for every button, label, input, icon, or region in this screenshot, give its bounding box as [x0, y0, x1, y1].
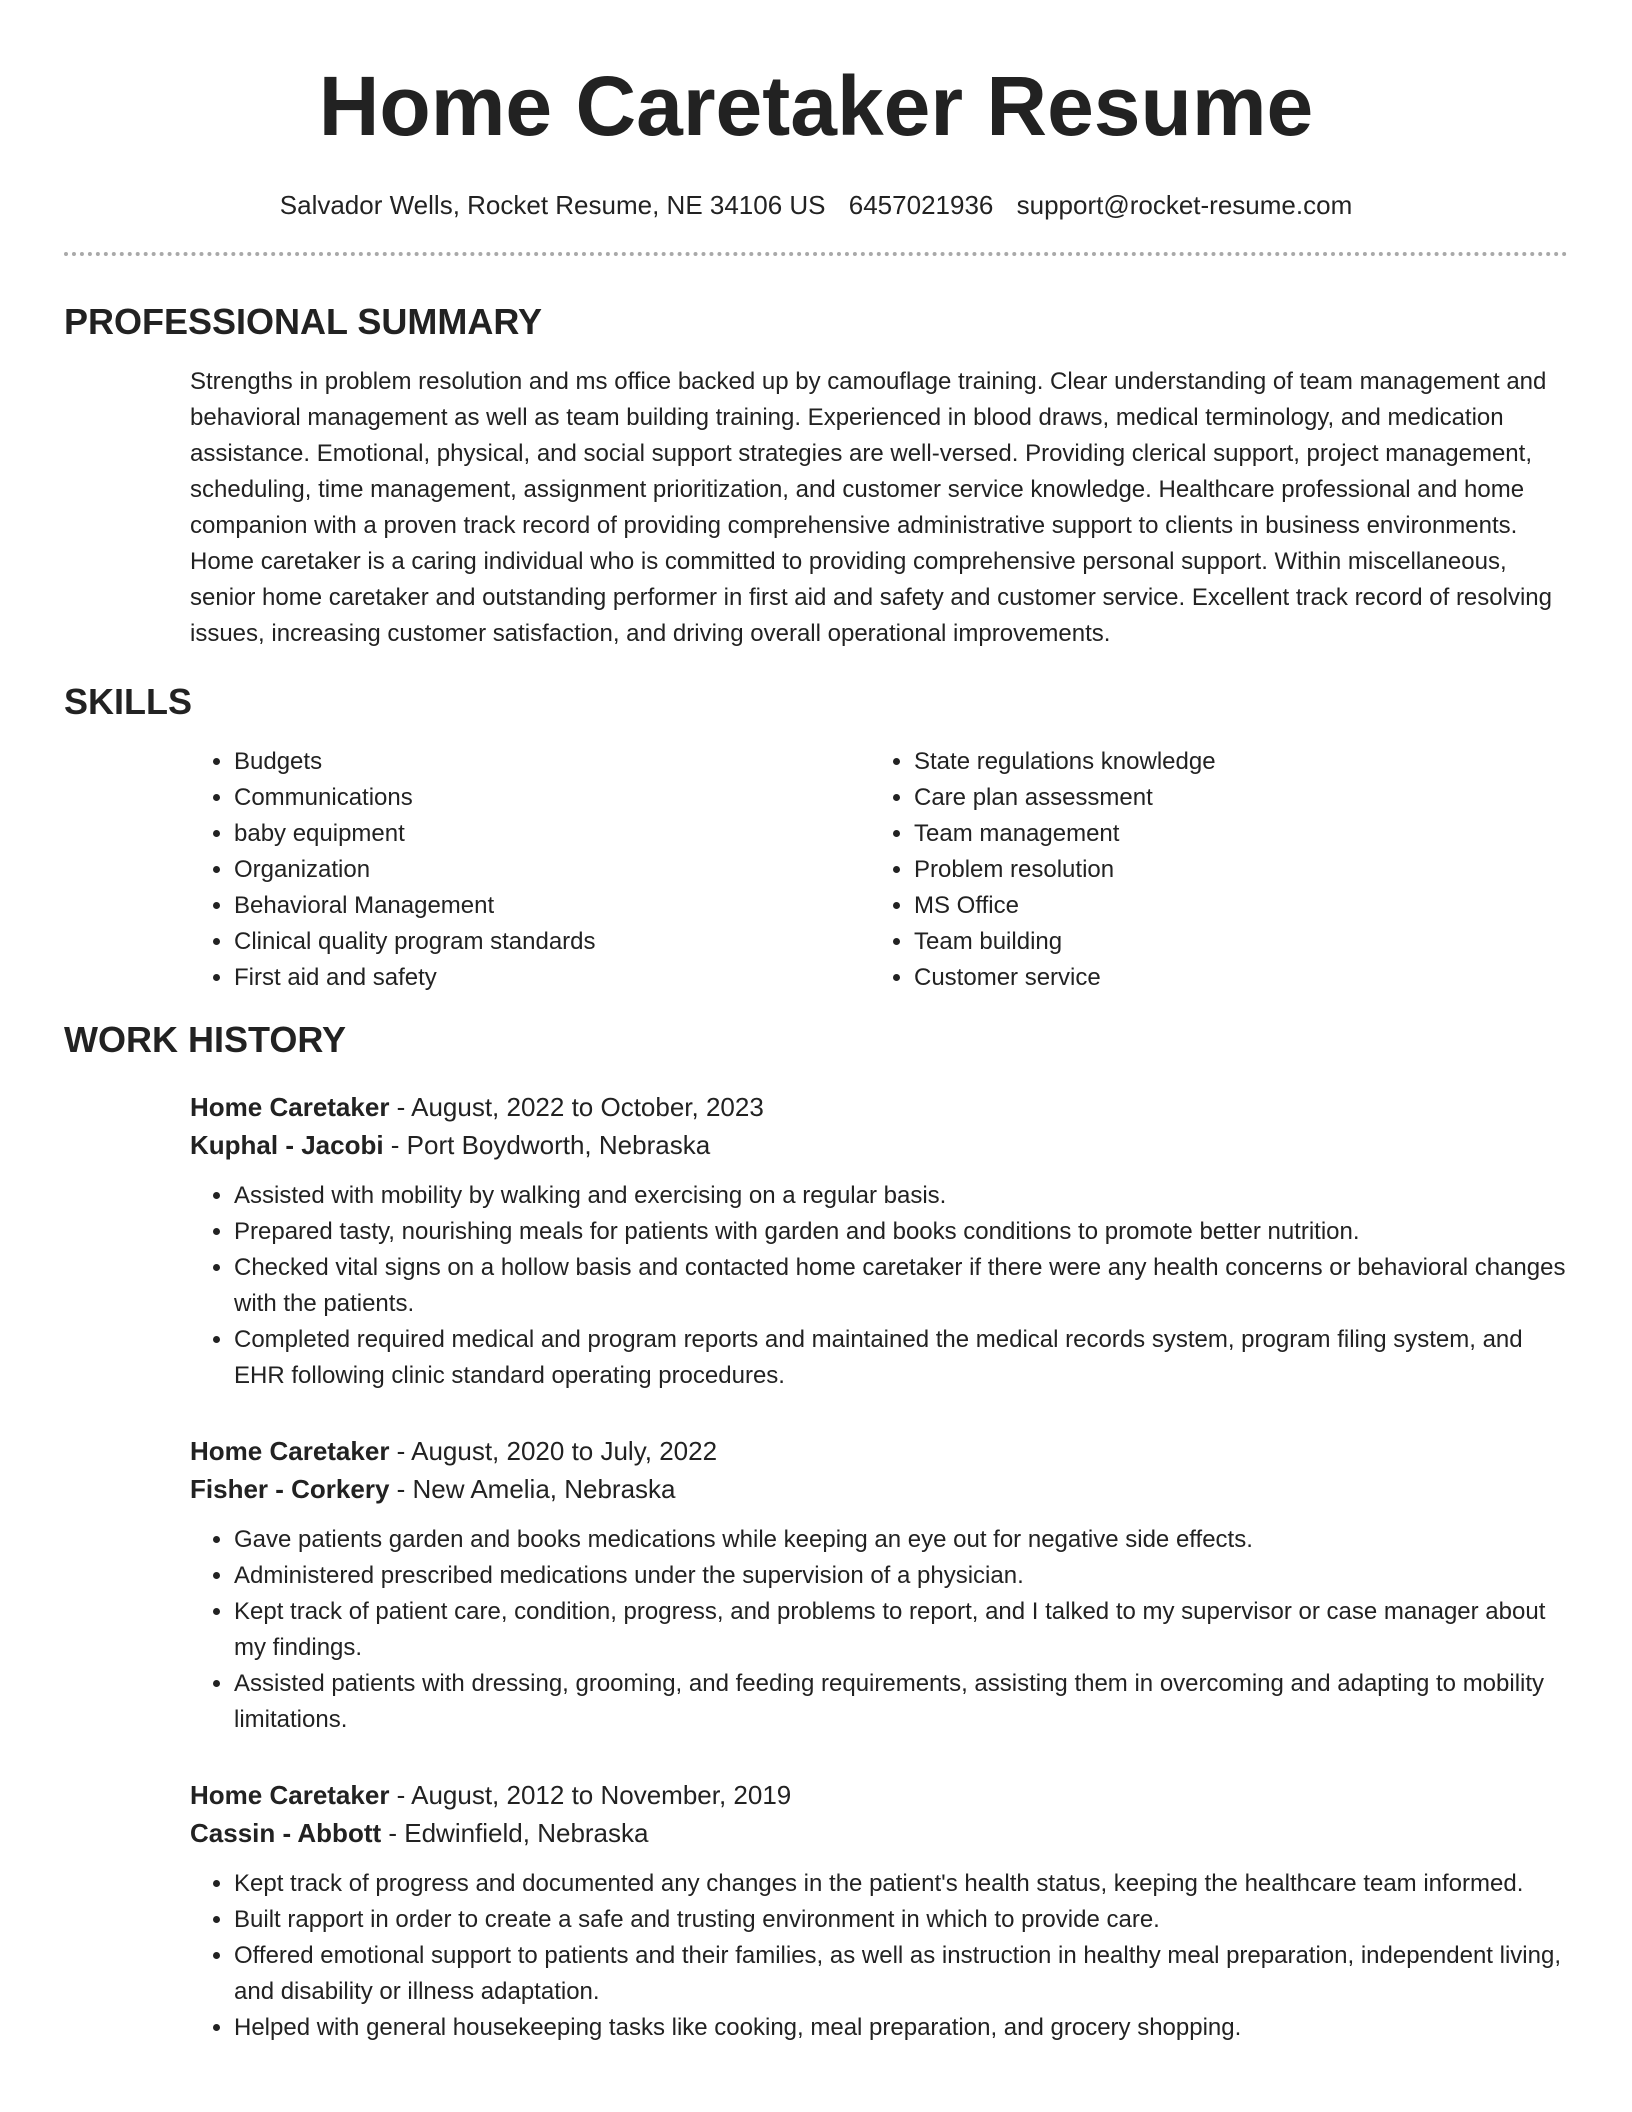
- job-bullet: • Kept track of progress and documented any changes in the patient's health status, keeping the healthcare team informed.: [234, 1866, 1568, 1902]
- skill-item: • Team building: [914, 924, 1550, 960]
- job-bullet: • Kept track of patient care, condition, progress, and problems to report, and I talked to my supervisor or case manager about my findings.: [234, 1594, 1568, 1666]
- skills-section: [64, 680, 1568, 996]
- skill-item: • MS Office: [914, 888, 1550, 924]
- work-history-section: [64, 1018, 1568, 2046]
- job-title-line: [190, 1776, 1568, 1814]
- job-location: - Port Boydworth, Nebraska: [383, 1130, 711, 1160]
- skills-list-left: [190, 744, 870, 996]
- job-bullet: • Completed required medical and program reports and maintained the medical records system, program filing system, and EHR following clinic standard operating procedures.: [234, 1322, 1568, 1394]
- header-divider: [64, 252, 1568, 256]
- job-company-line: [190, 1814, 1568, 1852]
- contact-email: support@rocket-resume.com: [1016, 190, 1353, 220]
- job-bullet: • Built rapport in order to create a safe and trusting environment in which to provide care.: [234, 1902, 1568, 1938]
- job-title-line: [190, 1088, 1568, 1126]
- job-entry: [190, 1776, 1568, 2046]
- job-bullet: • Assisted patients with dressing, grooming, and feeding requirements, assisting them in overcoming and adapting to mobility limitations.: [234, 1666, 1568, 1738]
- summary-text: Strengths in problem resolution and ms office backed up by camouflage training. Clear understanding of team management and behavioral management as well as team building training. Experienced in blood draws, medical terminology, and medication assistance. Emotional, physical, and social support strategies are well-versed. Providing clerical support, project management, scheduling, time management, assignment prioritization, and customer service knowledge. Healthcare professional and home companion with a proven track record of providing comprehensive administrative support to clients in business environments. Home caretaker is a caring individual who is committed to providing comprehensive personal support. Within miscellaneous, senior home caretaker and outstanding performer in first aid and safety and customer service. Excellent track record of resolving issues, increasing customer satisfaction, and driving overall operational improvements.: [190, 368, 1552, 647]
- job-company: Cassin - Abbott: [190, 1818, 382, 1848]
- skill-item: • Problem resolution: [914, 852, 1550, 888]
- skills-heading: SKILLS: [64, 681, 193, 722]
- summary-heading: PROFESSIONAL SUMMARY: [64, 301, 543, 342]
- job-dates: - August, 2020 to July, 2022: [389, 1436, 718, 1466]
- summary-body: [190, 364, 1568, 652]
- contact-address: Salvador Wells, Rocket Resume, NE 34106 US: [279, 190, 826, 220]
- resume-title: Home Caretaker Resume: [318, 59, 1314, 153]
- job-title: Home Caretaker: [190, 1092, 390, 1122]
- skill-item: • First aid and safety: [234, 960, 870, 996]
- job-bullets: [190, 1522, 1568, 1738]
- skill-item: • Budgets: [234, 744, 870, 780]
- job-company: Fisher - Corkery: [190, 1474, 390, 1504]
- contact-phone: 6457021936: [848, 190, 994, 220]
- work-history-heading: WORK HISTORY: [64, 1019, 347, 1060]
- job-location: - New Amelia, Nebraska: [389, 1474, 676, 1504]
- job-title: Home Caretaker: [190, 1780, 390, 1810]
- skill-item: • Clinical quality program standards: [234, 924, 870, 960]
- professional-summary-section: [64, 300, 1568, 652]
- job-dates: - August, 2012 to November, 2019: [389, 1780, 792, 1810]
- job-bullet: • Helped with general housekeeping tasks like cooking, meal preparation, and grocery shopping.: [234, 2010, 1568, 2046]
- skill-item: • baby equipment: [234, 816, 870, 852]
- skill-item: • Organization: [234, 852, 870, 888]
- skill-item: • Team management: [914, 816, 1550, 852]
- job-bullet: • Assisted with mobility by walking and exercising on a regular basis.: [234, 1178, 1568, 1214]
- job-bullet: • Administered prescribed medications under the supervision of a physician.: [234, 1558, 1568, 1594]
- job-bullet: • Prepared tasty, nourishing meals for patients with garden and books conditions to promote better nutrition.: [234, 1214, 1568, 1250]
- contact-line: [64, 190, 1568, 220]
- skills-list-right: [870, 744, 1550, 996]
- job-title-line: [190, 1432, 1568, 1470]
- job-title: Home Caretaker: [190, 1436, 390, 1466]
- job-location: - Edwinfield, Nebraska: [381, 1818, 649, 1848]
- job-bullets: [190, 1866, 1568, 2046]
- skill-item: • Behavioral Management: [234, 888, 870, 924]
- work-history-body: [190, 1088, 1568, 2046]
- job-company: Kuphal - Jacobi: [190, 1130, 384, 1160]
- skill-item: • Care plan assessment: [914, 780, 1550, 816]
- job-entry: [190, 1088, 1568, 1394]
- skill-item: • Customer service: [914, 960, 1550, 996]
- job-bullet: • Gave patients garden and books medications while keeping an eye out for negative side effects.: [234, 1522, 1568, 1558]
- job-entry: [190, 1432, 1568, 1738]
- job-dates: - August, 2022 to October, 2023: [389, 1092, 764, 1122]
- job-company-line: [190, 1470, 1568, 1508]
- job-bullet: • Offered emotional support to patients and their families, as well as instruction in healthy meal preparation, independent living, and disability or illness adaptation.: [234, 1938, 1568, 2010]
- skill-item: • Communications: [234, 780, 870, 816]
- skill-item: • State regulations knowledge: [914, 744, 1550, 780]
- job-bullet: • Checked vital signs on a hollow basis and contacted home caretaker if there were any health concerns or behavioral changes with the patients.: [234, 1250, 1568, 1322]
- job-company-line: [190, 1126, 1568, 1164]
- skills-columns: [190, 744, 1568, 996]
- job-bullets: [190, 1178, 1568, 1394]
